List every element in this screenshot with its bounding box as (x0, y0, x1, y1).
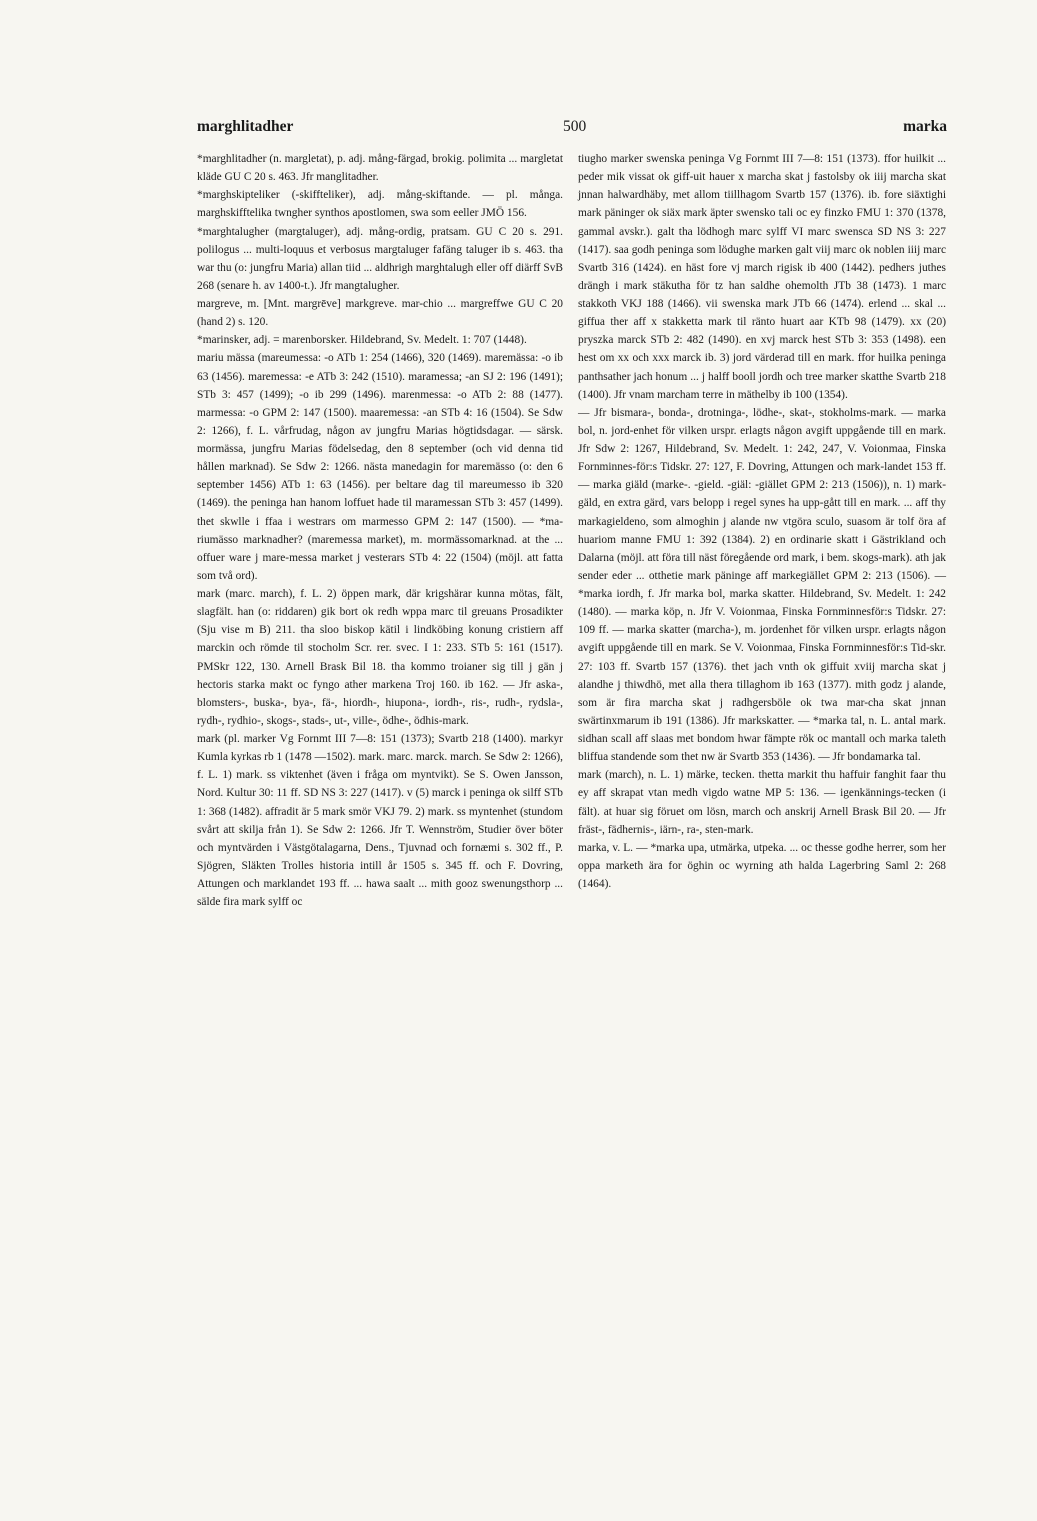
page-header (197, 118, 947, 144)
right-column (578, 150, 946, 893)
entry-marghtalugher: *marghtalugher (margtaluger), adj. mång-ordig, pratsam. GU C 20 s. 291. polilogus ... multi-loquus et verbosus margtaluger fafäng taluger ib s. 463. tha war thu (o: jungfru Maria) allan tiid ... aldhrigh marghtalugh eller off diärff SvB 268 (senare h. av 1400-t.). Jfr mangtalugher. (197, 225, 563, 292)
entry-mark-weight-cont: tiugho marker swenska peninga Vg Fornmt III 7—8: 151 (1373). ffor huilkit ... peder mik vissat ok giff-uit hauer x marcha skat j fastolsby ok iiij marcha skat jnnan halwardhäby, met allom tiillhagom Svartb 157 (1376). ib. fore siäxtighi mark päninger ok siäx mark äpter swensko tali oc ey finzko FMU 1: 370 (1378, gammal avskr.). galt tha lödhogh marc sylff VI marc swensca SD NS 3: 227 (1417). saa godh peninga som lödughe marken galt viij marc ok noblen iiij marc Svartb 316 (1424). en häst fore vj march rigisk ib 400 (1442). pedhers juthes drängh i mark stäkutha för tz han saldhe ohemolth JTb 38 (1473). 1 marc stakkoth VKJ 188 (1466). vii swenska mark JTb 66 (1474). erlend ... skal ... giffua ther aff x stakketta mark til ränto huart aar KTb 98 (1479). xx (20) pryszka marck STb 2: 482 (1490). en xvj marck hest STb 3: 353 (1498). een hest om xx och xxx marck ib. 3) jord värderad till en mark. ffor huilka peninga panthsather jach honum ... j halff booll jordh och tree marker skatthe Svartb 218 (1400). Jfr vnam marcham terre in mäthelby ib 100 (1354). (578, 153, 946, 401)
guide-word-left: marghlitadher (197, 118, 294, 135)
left-column (197, 150, 563, 911)
entry-marghskipteliker: *marghskipteliker (-skiffteliker), adj. mång-skiftande. — pl. många. marghskifftelika twngher synthos apostlomen, swa som eeller JMÖ 156. (197, 189, 563, 220)
entry-mariu-massa: mariu mässa (mareumessa: -o ATb 1: 254 (1466), 320 (1469). maremässa: -o ib 63 (1456). maremessa: -e ATb 3: 242 (1510). maramessa; -an SJ 2: 196 (1491); STb 3: 457 (1499); -o ib 299 (1496). marenmessa: -o ATb 2: 88 (1477). marmessa: -o GPM 2: 147 (1500). maaremessa: -an STb 4: 16 (1504). Se Sdw 2: 1266), f. L. vårfrudag, någon av jungfru Marias högtidsdagar. — särsk. mormässa, jungfru Marias födelsedag, den 8 september (och vid denna tid hållen marknad). Se Sdw 2: 1266. nästa manedagin for maremässo (o: den 6 september 1456) ATb 1: 63 (1456). per beltare dag til mareumesso ib 320 (1469). the peninga han hanom loffuet hade til maramessan STb 3: 457 (1499). thet skwlle i ffaa i westrars om marmesso GPM 2: 147 (1500). — *ma-riumässo marknadher? (maremessa market), m. mormässomarknad. at the ... offuer ware j mare-messa market j vesterars STb 4: 22 (1504) (möjl. att fatta som två ord). (197, 352, 563, 582)
entry-marka-verb: marka, v. L. — *marka upa, utmärka, utpeka. ... oc thesse godhe herrer, som her oppa marketh ära for öghin oc wyrning ath halda Lagerbring Saml 2: 268 (1464). (578, 841, 946, 890)
entry-mark-sign: mark (march), n. L. 1) märke, tecken. thetta markit thu haffuir fanghit faar thu ey aff skrapat vtan medh vigdo watne MP 5: 136. — igenkännings-tecken (i fält). at huar sig föruet om lösn, march och anskrij Arnell Brask Bil 20. — Jfr fräst-, fädhernis-, iärn-, ra-, sten-mark. (578, 769, 946, 836)
entry-margreve: margreve, m. [Mnt. margrēve] markgreve. mar-chio ... margreffwe GU C 20 (hand 2) s. 120. (197, 298, 563, 329)
entry-marghlitadher: *marghlitadher (n. margletat), p. adj. mång-färgad, brokig. polimita ... margletat kläde GU C 20 s. 463. Jfr manglitadher. (197, 153, 563, 184)
entry-marka-compounds: — Jfr bismara-, bonda-, drotninga-, lödhe-, skat-, stokholms-mark. — marka bol, n. jord-enhet för vilken urspr. erlagts någon avgift uppgående till en mark. Jfr Sdw 2: 1267, Hildebrand, Sv. Medelt. 1: 242, 247, V. Voionmaa, Finska Fornminnes-för:s Tidskr. 27: 127, F. Dovring, Attungen och mark-landet 153 ff. — marka giäld (marke-. -gield. -giäl: -giället GPM 2: 213 (1506)), n. 1) mark-gäld, en extra gärd, vars belopp i regel synes ha upp-gått till en mark. ... aff thy markagieldeno, som almoghin j alande nw vtgöra sculo, suasom är tolf öra af huariom manne FMU 1: 392 (1384). 2) en ordinarie skatt i Gästrikland och Dalarna (möjl. att föra till näst föregående ord mark, i bem. skogs-mark). ath jak sender eder ... otthetie mark päninge aff markegiället GPM 2: 213 (1506). — *marka iordh, f. Jfr marka bol, marka skatter. Hildebrand, Sv. Medelt. 1: 242 (1480). — marka köp, n. Jfr V. Voionmaa, Finska Fornminnesför:s Tidskr. 27: 109 ff. — marka skatter (marcha-), m. jordenhet för vilken urspr. erlagts någon avgift uppgående till en mark. Se V. Voionmaa, Finska Fornminnesför:s Tid-skr. 27: 103 ff. Svartb 157 (1376). thet jach vnth ok giffuit xviij marcha skat j alandhe j thiwdhö, met alla thera tillaghom ib 163 (1377). mith godz j alande, som är fira marcha skat j radhgersböle ok twa mar-cha skat jnnan swärtinxmarum ib 191 (1386). Jfr markskatter. — *marka tal, n. L. antal mark. sidhan scall aff slaas met bondom hwar fämpte rök oc mantall och marka taleth bliffua standende som thet nw är Svartb 353 (1436). — Jfr bondamarka tal. (578, 406, 946, 764)
entry-marinsker: *marinsker, adj. = marenborsker. Hildebrand, Sv. Medelt. 1: 707 (1448). (197, 334, 527, 347)
entry-mark-field: mark (marc. march), f. L. 2) öppen mark, där krigshärar kunna mötas, fält, slagfält. han (o: riddaren) gik bort ok redh wppa marc til greuans Prosadikter (Sju vise m B) 211. tha sloo biskop kätil i lindköbing konung cristiern aff marckin och römde til stocholm Scr. rer. svec. I 1: 233. STb 5: 161 (1517). PMSkr 122, 130. Arnell Brask Bil 18. tha kommo troianer sig till j gän j hectoris starka makt oc fyngo ather markena Troj 160. ib 162. — Jfr aska-, blomsters-, buska-, bya-, fä-, hiordh-, hiupona-, iordh-, ris-, rudh-, rydsla-, rydh-, rydhio-, skogs-, stads-, ut-, ville-, ödhe-, ödhis-mark. (197, 588, 563, 727)
entry-mark-weight: mark (pl. marker Vg Fornmt III 7—8: 151 (1373); Svartb 218 (1400). markyr Kumla kyrkas rb 1 (1478 —1502). mark. marc. marck. march. Se Sdw 2: 1266), f. L. 1) mark. ss viktenhet (även i fråga om myntvikt). Se S. Owen Jansson, Nord. Kultur 30: 11 ff. SD NS 3: 227 (1417). v (5) marck i peninga ok silff STb 1: 368 (1482). affradit är 5 mark smör VKJ 79. 2) mark. ss myntenhet (stundom svårt att skilja från 1). Se Sdw 2: 1266. Jfr T. Wennström, Studier över böter och myntvärden i Västgötalagarna, Dens., Tjuvnad och fornæmi s. 302 ff., P. Sjögren, Släkten Trolles historia intill år 1505 s. 345 ff. och F. Dovring, Attungen och marklandet 193 ff. ... hawa saalt ... mith gooz swenungsthorp ... sälde fira mark sylff oc (197, 733, 563, 909)
page-number: 500 (563, 118, 587, 135)
guide-word-right: marka (903, 118, 947, 135)
